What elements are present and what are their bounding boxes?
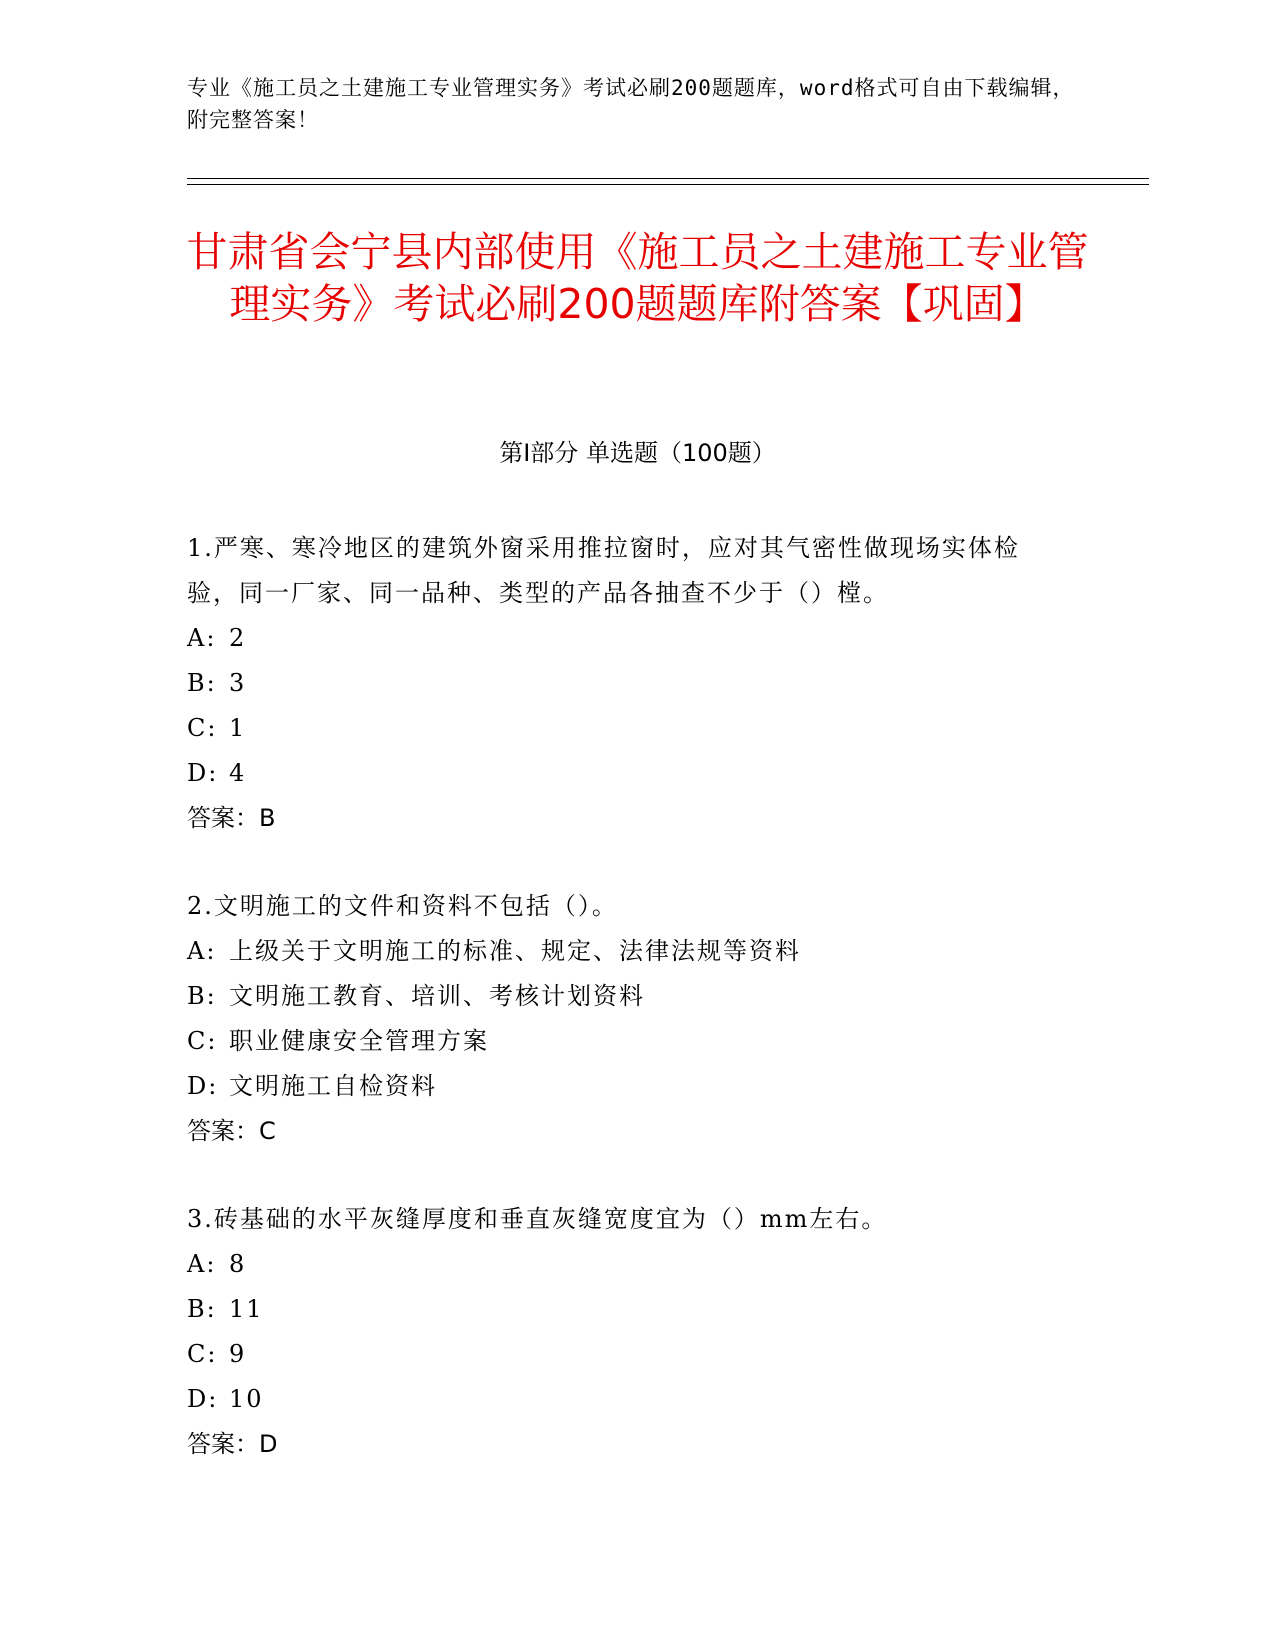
option-key: D:	[187, 1385, 219, 1413]
section-title: 第Ⅰ部分 单选题（100题）	[499, 439, 776, 467]
option-text: 职业健康安全管理方案	[229, 1027, 489, 1055]
option-key: A:	[187, 1250, 217, 1278]
option-key: C:	[187, 714, 218, 742]
option-a	[187, 1242, 1067, 1287]
option-key: B:	[187, 1295, 217, 1323]
option-d	[187, 751, 1067, 796]
option-text: 2	[229, 624, 247, 652]
header-rule-top	[187, 178, 1149, 179]
option-key: C:	[187, 1027, 218, 1055]
option-key: A:	[187, 624, 217, 652]
question-stem: 2.文明施工的文件和资料不包括（）。	[187, 892, 618, 920]
header-note: 专业《施工员之土建施工专业管理实务》考试必刷200题题库，word格式可自由下载编辑，附完整答案！	[187, 76, 1075, 132]
option-key: A:	[187, 937, 217, 965]
option-text: 上级关于文明施工的标准、规定、法律法规等资料	[229, 937, 801, 965]
header-rule-bottom	[187, 184, 1149, 185]
question-stem: 1.严寒、寒冷地区的建筑外窗采用推拉窗时，应对其气密性做现场实体检验，同一厂家、同一品种、类型的产品各抽查不少于（）樘。	[187, 534, 1020, 607]
option-d	[187, 1064, 1067, 1109]
option-a	[187, 929, 1067, 974]
option-key: B:	[187, 982, 217, 1010]
option-c	[187, 1332, 1067, 1377]
option-key: B:	[187, 669, 217, 697]
option-text: 1	[229, 714, 247, 742]
option-text: 10	[229, 1385, 264, 1413]
option-b	[187, 661, 1067, 706]
answer-line: 答案：C	[187, 1117, 276, 1145]
option-b	[187, 1287, 1067, 1332]
question-item	[187, 884, 1067, 1154]
question-item	[187, 1197, 1067, 1467]
option-text: 11	[229, 1295, 264, 1323]
option-d	[187, 1377, 1067, 1422]
option-text: 4	[229, 759, 247, 787]
option-c	[187, 1019, 1067, 1064]
question-item	[187, 526, 1067, 841]
answer-line: 答案：D	[187, 1430, 278, 1458]
option-a	[187, 616, 1067, 661]
option-key: C:	[187, 1340, 218, 1368]
option-b	[187, 974, 1067, 1019]
question-stem: 3.砖基础的水平灰缝厚度和垂直灰缝宽度宜为（）mm左右。	[187, 1205, 888, 1233]
option-text: 8	[229, 1250, 247, 1278]
answer-line: 答案：B	[187, 804, 276, 832]
document-title: 甘肃省会宁县内部使用《施工员之土建施工专业管理实务》考试必刷200题题库附答案【巩固】	[186, 228, 1089, 328]
option-key: D:	[187, 759, 219, 787]
option-text: 9	[229, 1340, 247, 1368]
option-text: 3	[229, 669, 247, 697]
option-text: 文明施工自检资料	[229, 1072, 437, 1100]
option-text: 文明施工教育、培训、考核计划资料	[229, 982, 645, 1010]
question-list	[187, 526, 1067, 1510]
option-c	[187, 706, 1067, 751]
option-key: D:	[187, 1072, 219, 1100]
